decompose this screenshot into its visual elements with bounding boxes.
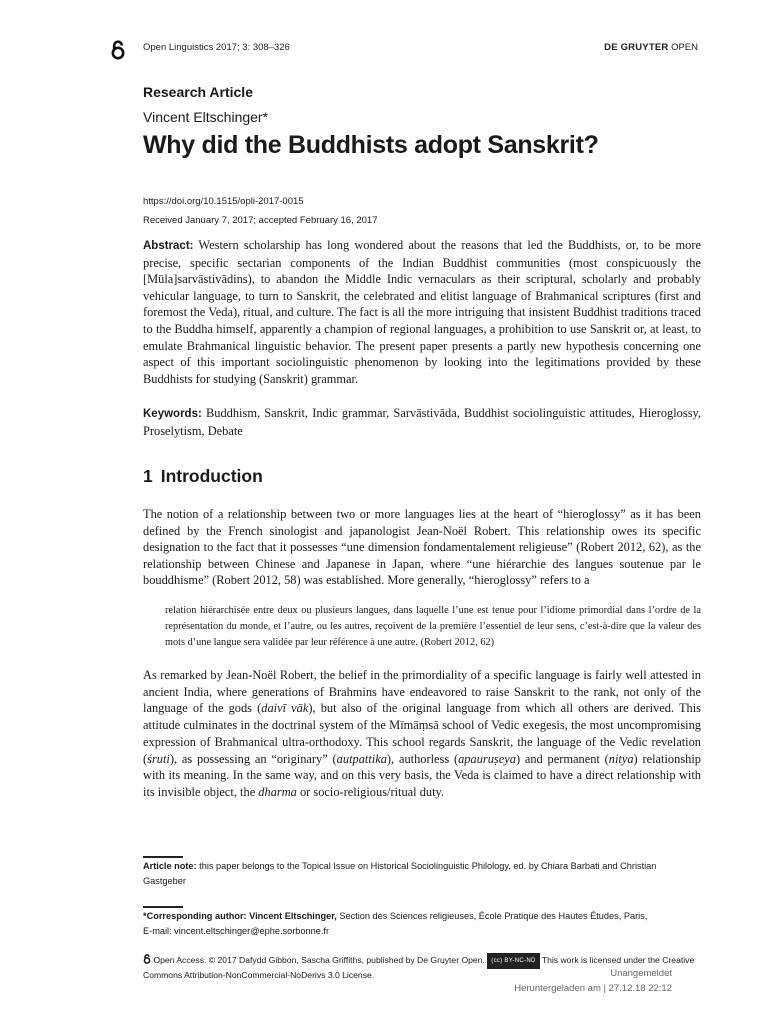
text-run: ), authorless ( xyxy=(386,751,459,766)
license-text-post: This work is licensed under the Creative Commons Attribution-NonCommercial-NoDerivs 3.0 License. xyxy=(143,955,695,980)
section-title: Introduction xyxy=(160,466,263,486)
italic-term: dharma xyxy=(258,784,297,799)
cc-license-badge: (cc) BY-NC-ND xyxy=(487,953,539,969)
text-run: ), but also of the original language from which all others are derived. This attitude culminates in the doctrinal system of the Mīmāṃsā school of Vedic exegesis, the most uncompromising expression of Brahmanical ultra-orthodoxy. This school regards Sanskrit, the language of the Vedic revelation ( xyxy=(143,701,701,766)
corresponding-author-note xyxy=(143,909,701,939)
footnote-rule xyxy=(143,856,183,858)
download-watermark-status: Unangemeldet xyxy=(610,968,672,979)
corresponding-author-label: *Corresponding author: Vincent Eltschinger, xyxy=(143,911,337,921)
italic-term: autpattika xyxy=(336,751,387,766)
intro-paragraph-1: The notion of a relationship between two or more languages lies at the heart of “hieroglossy” as it has been defined by the French sinologist and japanologist Jean-Noël Robert. This relationship owes its specific designation to the fact that it possesses “une dimension fondamentalement religieuse” (Robert 2012, 62), as the relationship between Chinese and Japanese in Japan, where “une hiérarchie des langues soutenue par le bouddhisme” (Robert 2012, 58) was established. More generally, “hieroglossy” refers to a xyxy=(143,507,701,588)
text-run: or socio-religious/ritual duty. xyxy=(296,784,445,799)
article-title: Why did the Buddhists adopt Sanskrit? xyxy=(143,131,599,159)
abstract xyxy=(143,237,701,387)
article-note xyxy=(143,859,701,889)
publisher-logo xyxy=(604,42,698,53)
open-access-icon xyxy=(110,40,126,60)
article-dates: Received January 7, 2017; accepted February 16, 2017 xyxy=(143,215,378,226)
keywords-text: Buddhism, Sanskrit, Indic grammar, Sarvāstivāda, Buddhist sociolinguistic attitudes, Hieroglossy, Proselytism, Debate xyxy=(143,406,701,438)
journal-citation: Open Linguistics 2017; 3: 308–326 xyxy=(143,42,290,53)
license-text-pre: Open Access. © 2017 Dafydd Gibbon, Sascha Griffiths, published by De Gruyter Open. xyxy=(151,955,488,965)
keywords xyxy=(143,405,701,439)
intro-paragraph-2 xyxy=(143,667,701,801)
doi-link[interactable]: https://doi.org/10.1515/opli-2017-0015 xyxy=(143,196,304,207)
download-watermark-date: Heruntergeladen am | 27.12.18 22:12 xyxy=(514,983,672,994)
section-number: 1 xyxy=(143,466,153,486)
keywords-label: Keywords: xyxy=(143,408,202,420)
corresponding-author-email[interactable]: E-mail: vincent.eltschinger@ephe.sorbonne.fr xyxy=(143,926,330,936)
article-note-text: this paper belongs to the Topical Issue on Historical Sociolinguistic Philology, ed. by Chiara Barbati and Christian Gastgeber xyxy=(143,861,657,886)
text-run: ) relationship with its meaning. In the same way, and on this very basis, the Veda is claimed to have a direct relationship with its invisible object, the xyxy=(143,751,701,799)
section-heading xyxy=(143,466,263,487)
corresponding-author-affiliation: Section des Sciences religieuses, École Pratique des Hautes Études, Paris, xyxy=(336,911,648,921)
article-note-label: Article note: xyxy=(143,861,197,871)
italic-term: apauruṣeya xyxy=(458,751,516,766)
author-name: Vincent Eltschinger* xyxy=(143,109,269,125)
italic-term: nitya xyxy=(608,751,634,766)
article-type: Research Article xyxy=(143,84,253,100)
italic-term: daivī vāk xyxy=(261,701,309,716)
abstract-text: Western scholarship has long wondered about the reasons that led the Buddhists, or, to be more precise, specific sectarian components of the Indian Buddhist communities (most conspicuously the [Mūla]sarvāstivādins), to abandon the Middle Indic vernaculars as their scriptural, scholarly and probably vehicular language, to turn to Sanskrit, the celebrated and elitist language of Brahmanical scriptures (first and foremost the Veda), ritual, and culture. The fact is all the more intriguing that insistent Buddhist traditions traced to the Buddha himself, apparently a champion of regional languages, a prohibition to use Sanskrit or, at least, to emulate Brahmanical linguistic behavior. The present paper presents a partly new hypothesis concerning one aspect of this important sociolinguistic phenomenon by looking into the legitimations provided by these Buddhists for studying (Sanskrit) grammar. xyxy=(143,238,701,386)
footnote-rule xyxy=(143,906,183,908)
abstract-label: Abstract: xyxy=(143,240,194,252)
publisher-light: OPEN xyxy=(668,42,698,53)
open-access-icon xyxy=(143,954,151,964)
text-run: As remarked by Jean-Noël Robert, the belief in the primordiality of a specific language is fairly well attested in ancient India, where generations of Brahmins have endeavored to raise Sanskrit to the rank, not only of the language of the gods ( xyxy=(143,668,701,716)
publisher-bold: DE GRUYTER xyxy=(604,42,669,53)
text-run: ) and permanent ( xyxy=(515,751,609,766)
block-quote: relation hiérarchisée entre deux ou plusieurs langues, dans laquelle l’une est tenue pour l’idiome primordial dans l’ordre de la représentation du monde, et l’autre, ou les autres, reçoivent de la première l’essentiel de leur sens, c’est-à-dire que la valeur des mots d’une langue sera validée par leur référence à une autre. (Robert 2012, 62) xyxy=(165,605,701,648)
text-run: ), as possessing an “originary” ( xyxy=(169,751,337,766)
italic-term: śruti xyxy=(147,751,170,766)
